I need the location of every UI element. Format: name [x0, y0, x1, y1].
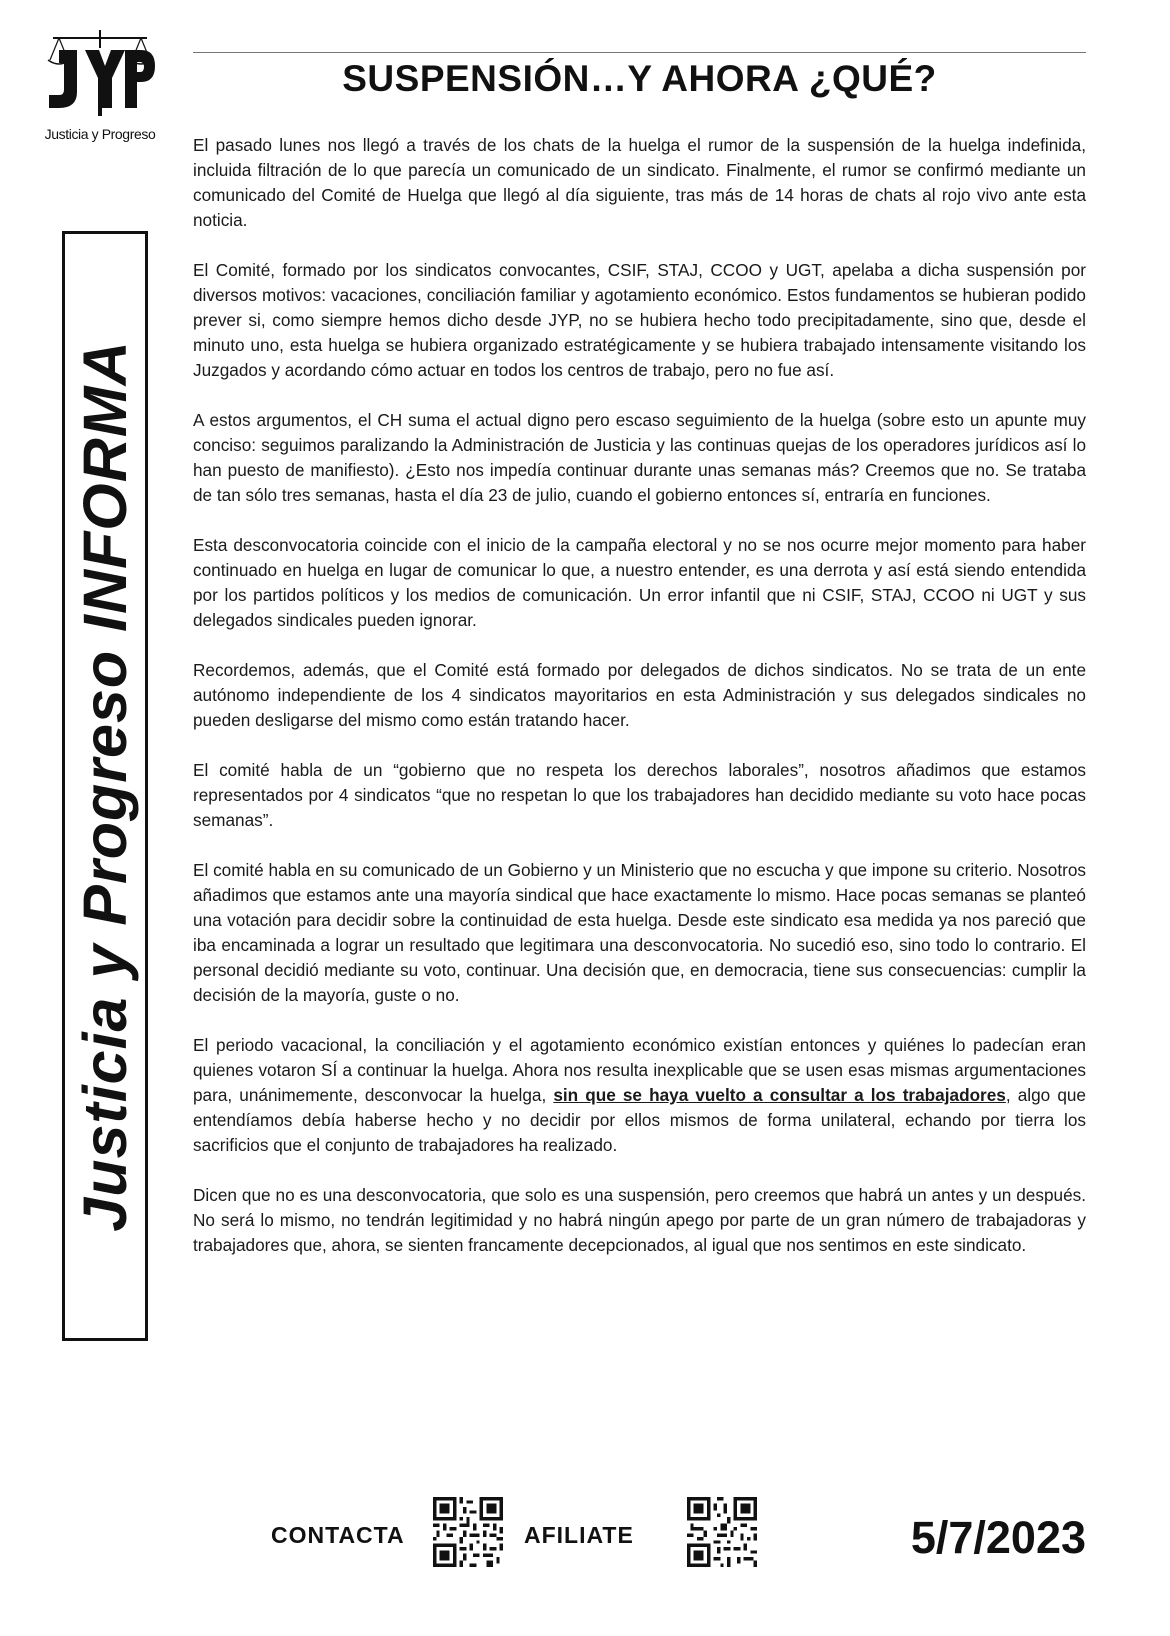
paragraph: El pasado lunes nos llegó a través de los chats de la huelga el rumor de la suspensión de la huelga indefinida, incluida filtración de lo que parecía un comunicado de un sindicato. Finalmente, el rumor se confirmó mediante un comunicado del Comité de Huelga que llegó al día siguiente, tras más de 14 horas de chats al rojo vivo ante esta noticia. [193, 135, 1086, 230]
affiliate-label: AFILIATE [524, 1522, 634, 1548]
paragraph: El Comité, formado por los sindicatos convocantes, CSIF, STAJ, CCOO y UGT, apelaba a dicha suspensión por diversos motivos: vacaciones, conciliación familiar y agotamiento económico. Estos fundamentos se hubieran podido prever si, como siempre hemos dicho desde JYP, no se hubiera hecho todo precipitadamente, sino que, desde el minuto uno, esta huelga se hubiera organizado estratégicamente y se hubiera trabajado intensamente visitando los Juzgados y acordando cómo actuar en todos los centros de trabajo, pero no fue así. [193, 260, 1086, 380]
jyp-logo [40, 30, 160, 145]
header-rule [193, 52, 1086, 53]
side-banner-text: Justicia y Progreso INFORMA [71, 340, 139, 1232]
contact-qr-code-icon[interactable] [433, 1497, 503, 1567]
paragraph: Dicen que no es una desconvocatoria, que solo es una suspensión, pero creemos que habrá un antes y un después. No será lo mismo, no tendrán legitimidad y no habrá ningún apego por parte de un gran número de trabajadoras y trabajadores que, ahora, se sienten francamente decepcionados, al igual que nos sentimos en este sindicato. [193, 1185, 1086, 1255]
page-title: SUSPENSIÓN…Y AHORA ¿QUÉ? [342, 58, 937, 99]
paragraph-text: , algo que entendíamos debía haberse hecho y no decidir por ellos mismos de forma unilateral, echando por tierra los sacrificios que el conjunto de trabajadores ha realizado. [193, 1085, 1086, 1155]
contact-label: CONTACTA [271, 1522, 405, 1548]
affiliate-qr-code-icon[interactable] [687, 1497, 757, 1567]
logo-caption: Justicia y Progreso [44, 126, 156, 142]
paragraph: A estos argumentos, el CH suma el actual digno pero escaso seguimiento de la huelga (sobre esto un apunte muy conciso: seguimos paralizando la Administración de Justicia y las continuas quejas de los operadores jurídicos así lo han puesto de manifiesto). ¿Esto nos impedía continuar durante unas semanas más? Creemos que no. Se trataba de tan sólo tres semanas, hasta el día 23 de julio, cuando el gobierno entonces sí, entraría en funciones. [193, 410, 1086, 505]
paragraph [193, 1033, 1086, 1158]
article-body [193, 133, 1086, 1283]
scales-of-justice-logo-icon [45, 30, 155, 125]
paragraph: Recordemos, además, que el Comité está formado por delegados de dichos sindicatos. No se trata de un ente autónomo independiente de los 4 sindicatos mayoritarios en esta Administración y sus delegados sindicales no pueden desligarse del mismo como están tratando hacer. [193, 660, 1086, 730]
paragraph: El comité habla en su comunicado de un Gobierno y un Ministerio que no escucha y que impone su criterio. Nosotros añadimos que estamos ante una mayoría sindical que hace exactamente lo mismo. Hace pocas semanas se planteó una votación para decidir sobre la continuidad de esta huelga. Desde este sindicato esa medida ya nos pareció que iba encaminada a lograr un resultado que legitimara una desconvocatoria. No sucedió eso, sino todo lo contrario. El personal decidió mediante su voto, continuar. Una decisión que, en democracia, tiene sus consecuencias: cumplir la decisión de la mayoría, guste o no. [193, 860, 1086, 1005]
paragraph-text: El periodo vacacional, la conciliación y el agotamiento económico existían entonces y quiénes lo padecían eran quienes votaron SÍ a continuar la huelga. Ahora nos resulta inexplicable que se usen esas mismas argumentaciones para, unánimemente, desconvocar la huelga, [193, 1035, 1086, 1105]
emphasized-text: sin que se haya vuelto a consultar a los trabajadores [553, 1085, 1006, 1105]
paragraph: El comité habla de un “gobierno que no respeta los derechos laborales”, nosotros añadimos que estamos representados por 4 sindicatos “que no respetan lo que los trabajadores han decidido mediante su voto hace pocas semanas”. [193, 760, 1086, 830]
paragraph: Esta desconvocatoria coincide con el inicio de la campaña electoral y no se nos ocurre mejor momento para haber continuado en huelga en lugar de comunicar lo que, a nuestro entender, es una derrota y así está siendo entendida por los partidos políticos y los medios de comunicación. Un error infantil que ni CSIF, STAJ, CCOO ni UGT y sus delegados sindicales pueden ignorar. [193, 535, 1086, 630]
publication-date: 5/7/2023 [910, 1512, 1086, 1563]
side-banner [62, 231, 148, 1341]
